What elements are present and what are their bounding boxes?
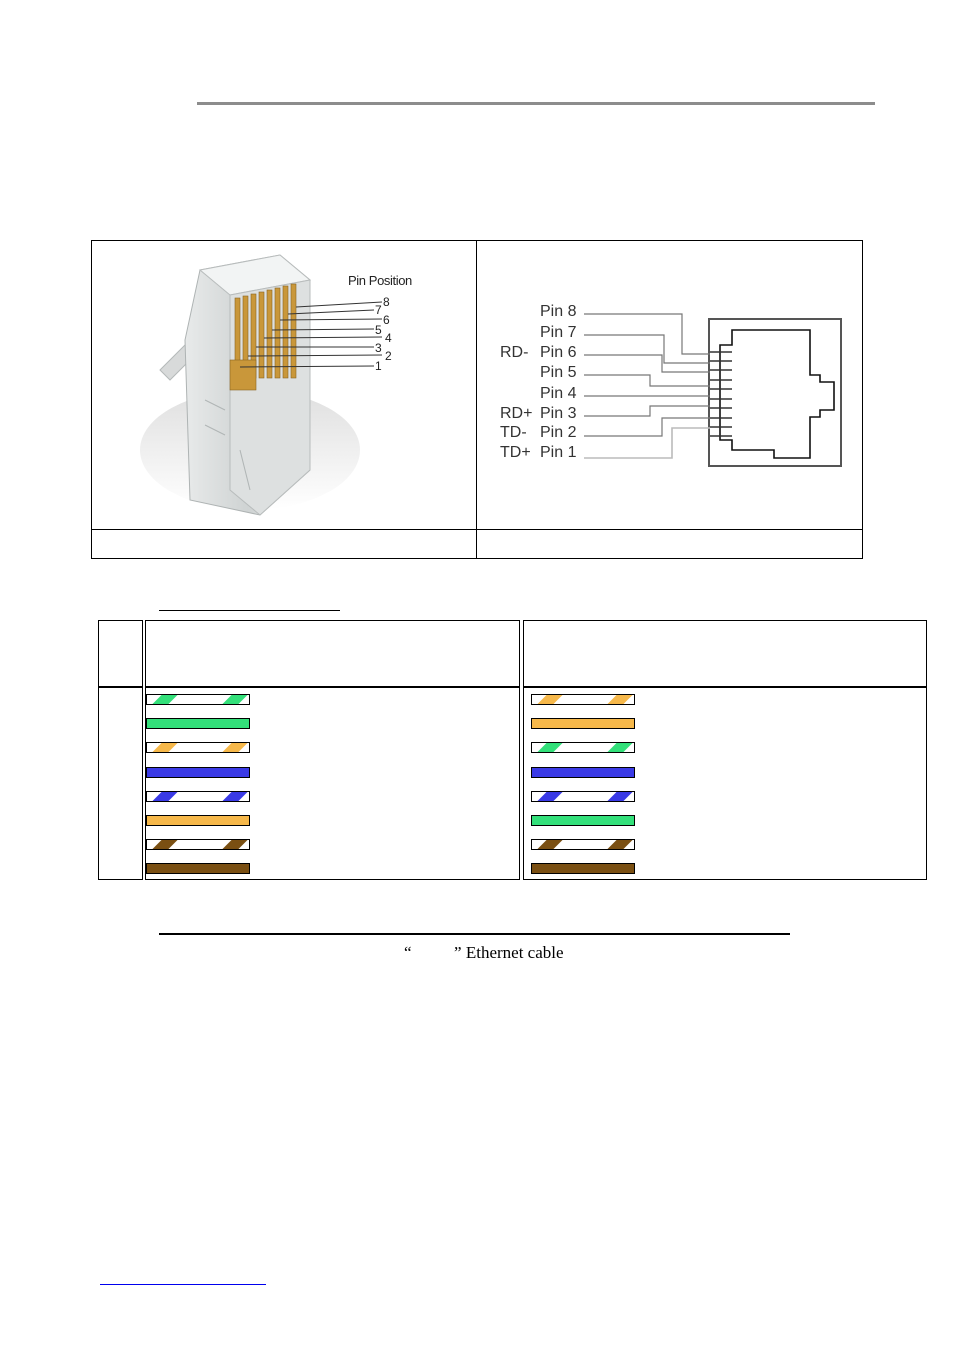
jack-pin-label: Pin 8 xyxy=(540,303,577,320)
wire-stripe xyxy=(223,695,248,704)
wire-stripe xyxy=(153,840,178,849)
connector-pin-label: 4 xyxy=(385,331,392,345)
solid-green-wire xyxy=(531,815,635,826)
connector-pin-label: 2 xyxy=(385,349,392,363)
solid-orange-wire xyxy=(531,718,635,729)
wiring-table-header-cell xyxy=(98,620,143,687)
wiring-table-cell-t568b xyxy=(523,687,927,880)
solid-blue-wire xyxy=(146,767,250,778)
solid-orange-wire xyxy=(146,815,250,826)
wire-stripe xyxy=(223,792,248,801)
wiring-table-cell xyxy=(98,687,143,880)
jack-pin-label: Pin 6 xyxy=(540,344,577,361)
jack-signal-label: RD- xyxy=(500,344,529,361)
striped-blue-wire xyxy=(531,791,635,802)
striped-orange-wire xyxy=(531,694,635,705)
solid-green-wire xyxy=(146,718,250,729)
jack-pin-label: Pin 4 xyxy=(540,385,577,402)
wire-stripe xyxy=(153,743,178,752)
connector-pin-label: 5 xyxy=(375,323,382,337)
figure-table-divider xyxy=(476,240,477,559)
striped-green-wire xyxy=(146,694,250,705)
wire-stripe xyxy=(153,695,178,704)
striped-brown-wire xyxy=(531,839,635,850)
caption-underline xyxy=(159,933,790,935)
footer-link-underline[interactable] xyxy=(100,1284,266,1285)
jack-pin-label: Pin 3 xyxy=(540,405,577,422)
wire-stripe xyxy=(153,792,178,801)
solid-brown-wire xyxy=(146,863,250,874)
wire-stripe xyxy=(608,792,633,801)
figure-table-caption-row-divider xyxy=(91,529,863,530)
solid-blue-wire xyxy=(531,767,635,778)
wire-stripe xyxy=(608,840,633,849)
header-rule xyxy=(197,102,875,105)
wire-stripe xyxy=(223,840,248,849)
striped-brown-wire xyxy=(146,839,250,850)
wire-stripe xyxy=(538,840,563,849)
connector-pin-label: 7 xyxy=(375,303,382,317)
striped-blue-wire xyxy=(146,791,250,802)
jack-pin-label: Pin 1 xyxy=(540,444,577,461)
wire-stripe xyxy=(538,792,563,801)
jack-pin-label: Pin 7 xyxy=(540,324,577,341)
connector-pin-label: 3 xyxy=(375,341,382,355)
wiring-table-cell-t568a xyxy=(145,687,520,880)
ethernet-cable-caption: “ ” Ethernet cable xyxy=(404,943,564,962)
wire-stripe xyxy=(223,743,248,752)
jack-pin-label: Pin 2 xyxy=(540,424,577,441)
connector-pin-label: 8 xyxy=(383,295,390,309)
pin-position-title: Pin Position xyxy=(348,273,412,288)
striped-orange-wire xyxy=(146,742,250,753)
section-heading-underline xyxy=(159,610,340,611)
jack-wiring-diagram xyxy=(584,300,854,480)
connector-pin-label: 1 xyxy=(375,359,382,373)
rj45-connector-illustration xyxy=(130,250,430,520)
solid-brown-wire xyxy=(531,863,635,874)
wiring-table-header-cell xyxy=(145,620,520,687)
wire-stripe xyxy=(538,743,563,752)
wire-stripe xyxy=(608,743,633,752)
jack-pin-label: Pin 5 xyxy=(540,364,577,381)
striped-green-wire xyxy=(531,742,635,753)
connector-pin-label: 6 xyxy=(383,313,390,327)
wiring-table-header-cell xyxy=(523,620,927,687)
jack-signal-label: RD+ xyxy=(500,405,533,422)
jack-signal-label: TD- xyxy=(500,424,527,441)
wire-stripe xyxy=(608,695,633,704)
wire-stripe xyxy=(538,695,563,704)
jack-signal-label: TD+ xyxy=(500,444,531,461)
